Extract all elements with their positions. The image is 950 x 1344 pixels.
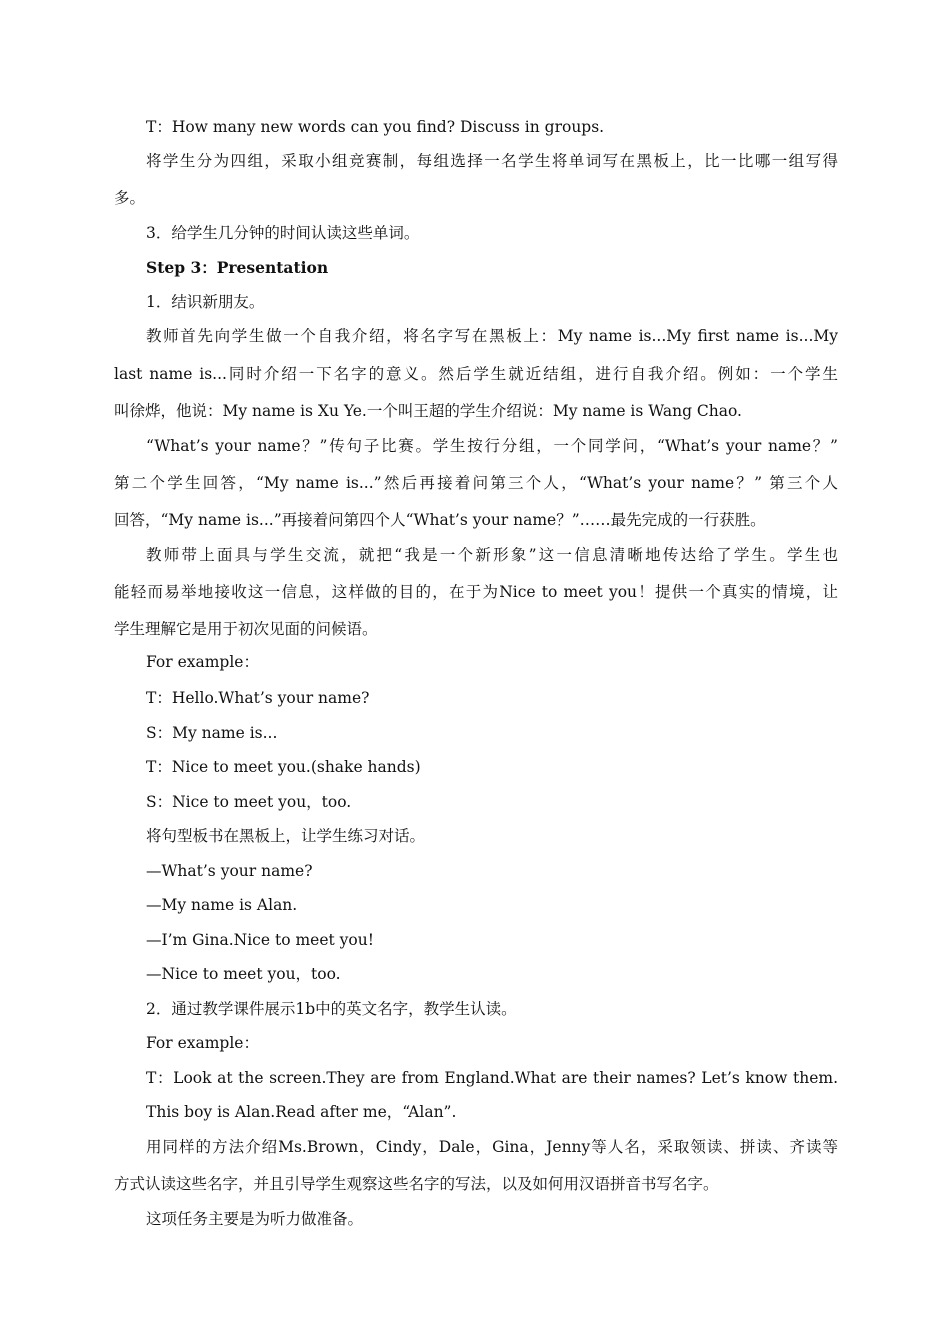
list-item: 1．结识新朋友。	[146, 293, 265, 311]
dialogue-line: S：Nice to meet you，too.	[146, 793, 352, 811]
paragraph-line: 这项任务主要是为听力做准备。	[146, 1210, 364, 1228]
paragraph-line: 多。	[114, 189, 146, 207]
dialogue-line: T：Nice to meet you.(shake hands)	[146, 758, 421, 776]
section-heading: Step 3：Presentation	[146, 258, 329, 277]
paragraph-line: “What’s your name？”传句子比赛。学生按行分组，一个同学问，“What’s your name？”	[146, 437, 838, 455]
dialogue-line: S：My name is...	[146, 724, 278, 742]
paragraph-line: 叫徐烨，他说：My name is Xu Ye.一个叫王超的学生介绍说：My name is Wang Chao.	[114, 402, 742, 420]
paragraph-line: 将句型板书在黑板上，让学生练习对话。	[146, 827, 426, 845]
dialogue-line: —Nice to meet you，too.	[146, 965, 341, 983]
paragraph-line: 能轻而易举地接收这一信息，这样做的目的，在于为Nice to meet you！提供一个真实的情境，让	[114, 583, 838, 601]
paragraph-line: 将学生分为四组，采取小组竞赛制，每组选择一名学生将单词写在黑板上，比一比哪一组写得	[146, 152, 838, 170]
paragraph-line: 学生理解它是用于初次见面的问候语。	[114, 620, 378, 638]
paragraph-line: 教师首先向学生做一个自我介绍，将名字写在黑板上：My name is...My first name is...My	[146, 327, 838, 345]
dialogue-line: —My name is Alan.	[146, 896, 298, 914]
dialogue-line: T：How many new words can you find? Discuss in groups.	[146, 118, 605, 136]
paragraph-line: 回答，“My name is...”再接着问第四个人“What’s your name？”……最先完成的一行获胜。	[114, 511, 766, 529]
paragraph-line: 第二个学生回答，“My name is...”然后再接着问第三个人，“What’s your name？” 第三个人	[114, 474, 838, 492]
dialogue-line: —I’m Gina.Nice to meet you!	[146, 931, 374, 949]
paragraph-line: 用同样的方法介绍Ms.Brown，Cindy，Dale，Gina，Jenny等人名，采取领读、拼读、齐读等	[146, 1138, 838, 1156]
list-item: 2．通过教学课件展示1b中的英文名字，教学生认读。	[146, 1000, 517, 1018]
list-item: 3．给学生几分钟的时间认读这些单词。	[146, 224, 420, 242]
dialogue-line: T：Hello.What’s your name?	[146, 689, 370, 707]
paragraph-line: last name is...同时介绍一下名字的意义。然后学生就近结组，进行自我介绍。例如：一个学生	[114, 365, 838, 383]
dialogue-line: This boy is Alan.Read after me，“Alan”.	[146, 1103, 457, 1121]
dialogue-line: —What’s your name?	[146, 862, 313, 880]
paragraph-line: 教师带上面具与学生交流，就把“我是一个新形象”这一信息清晰地传达给了学生。学生也	[146, 546, 838, 564]
paragraph-line: 方式认读这些名字，并且引导学生观察这些名字的写法，以及如何用汉语拼音书写名字。	[114, 1175, 719, 1193]
example-label: For example：	[146, 653, 259, 671]
example-label: For example：	[146, 1034, 259, 1052]
dialogue-line: T：Look at the screen.They are from England.What are their names? Let’s know them.	[146, 1069, 838, 1087]
